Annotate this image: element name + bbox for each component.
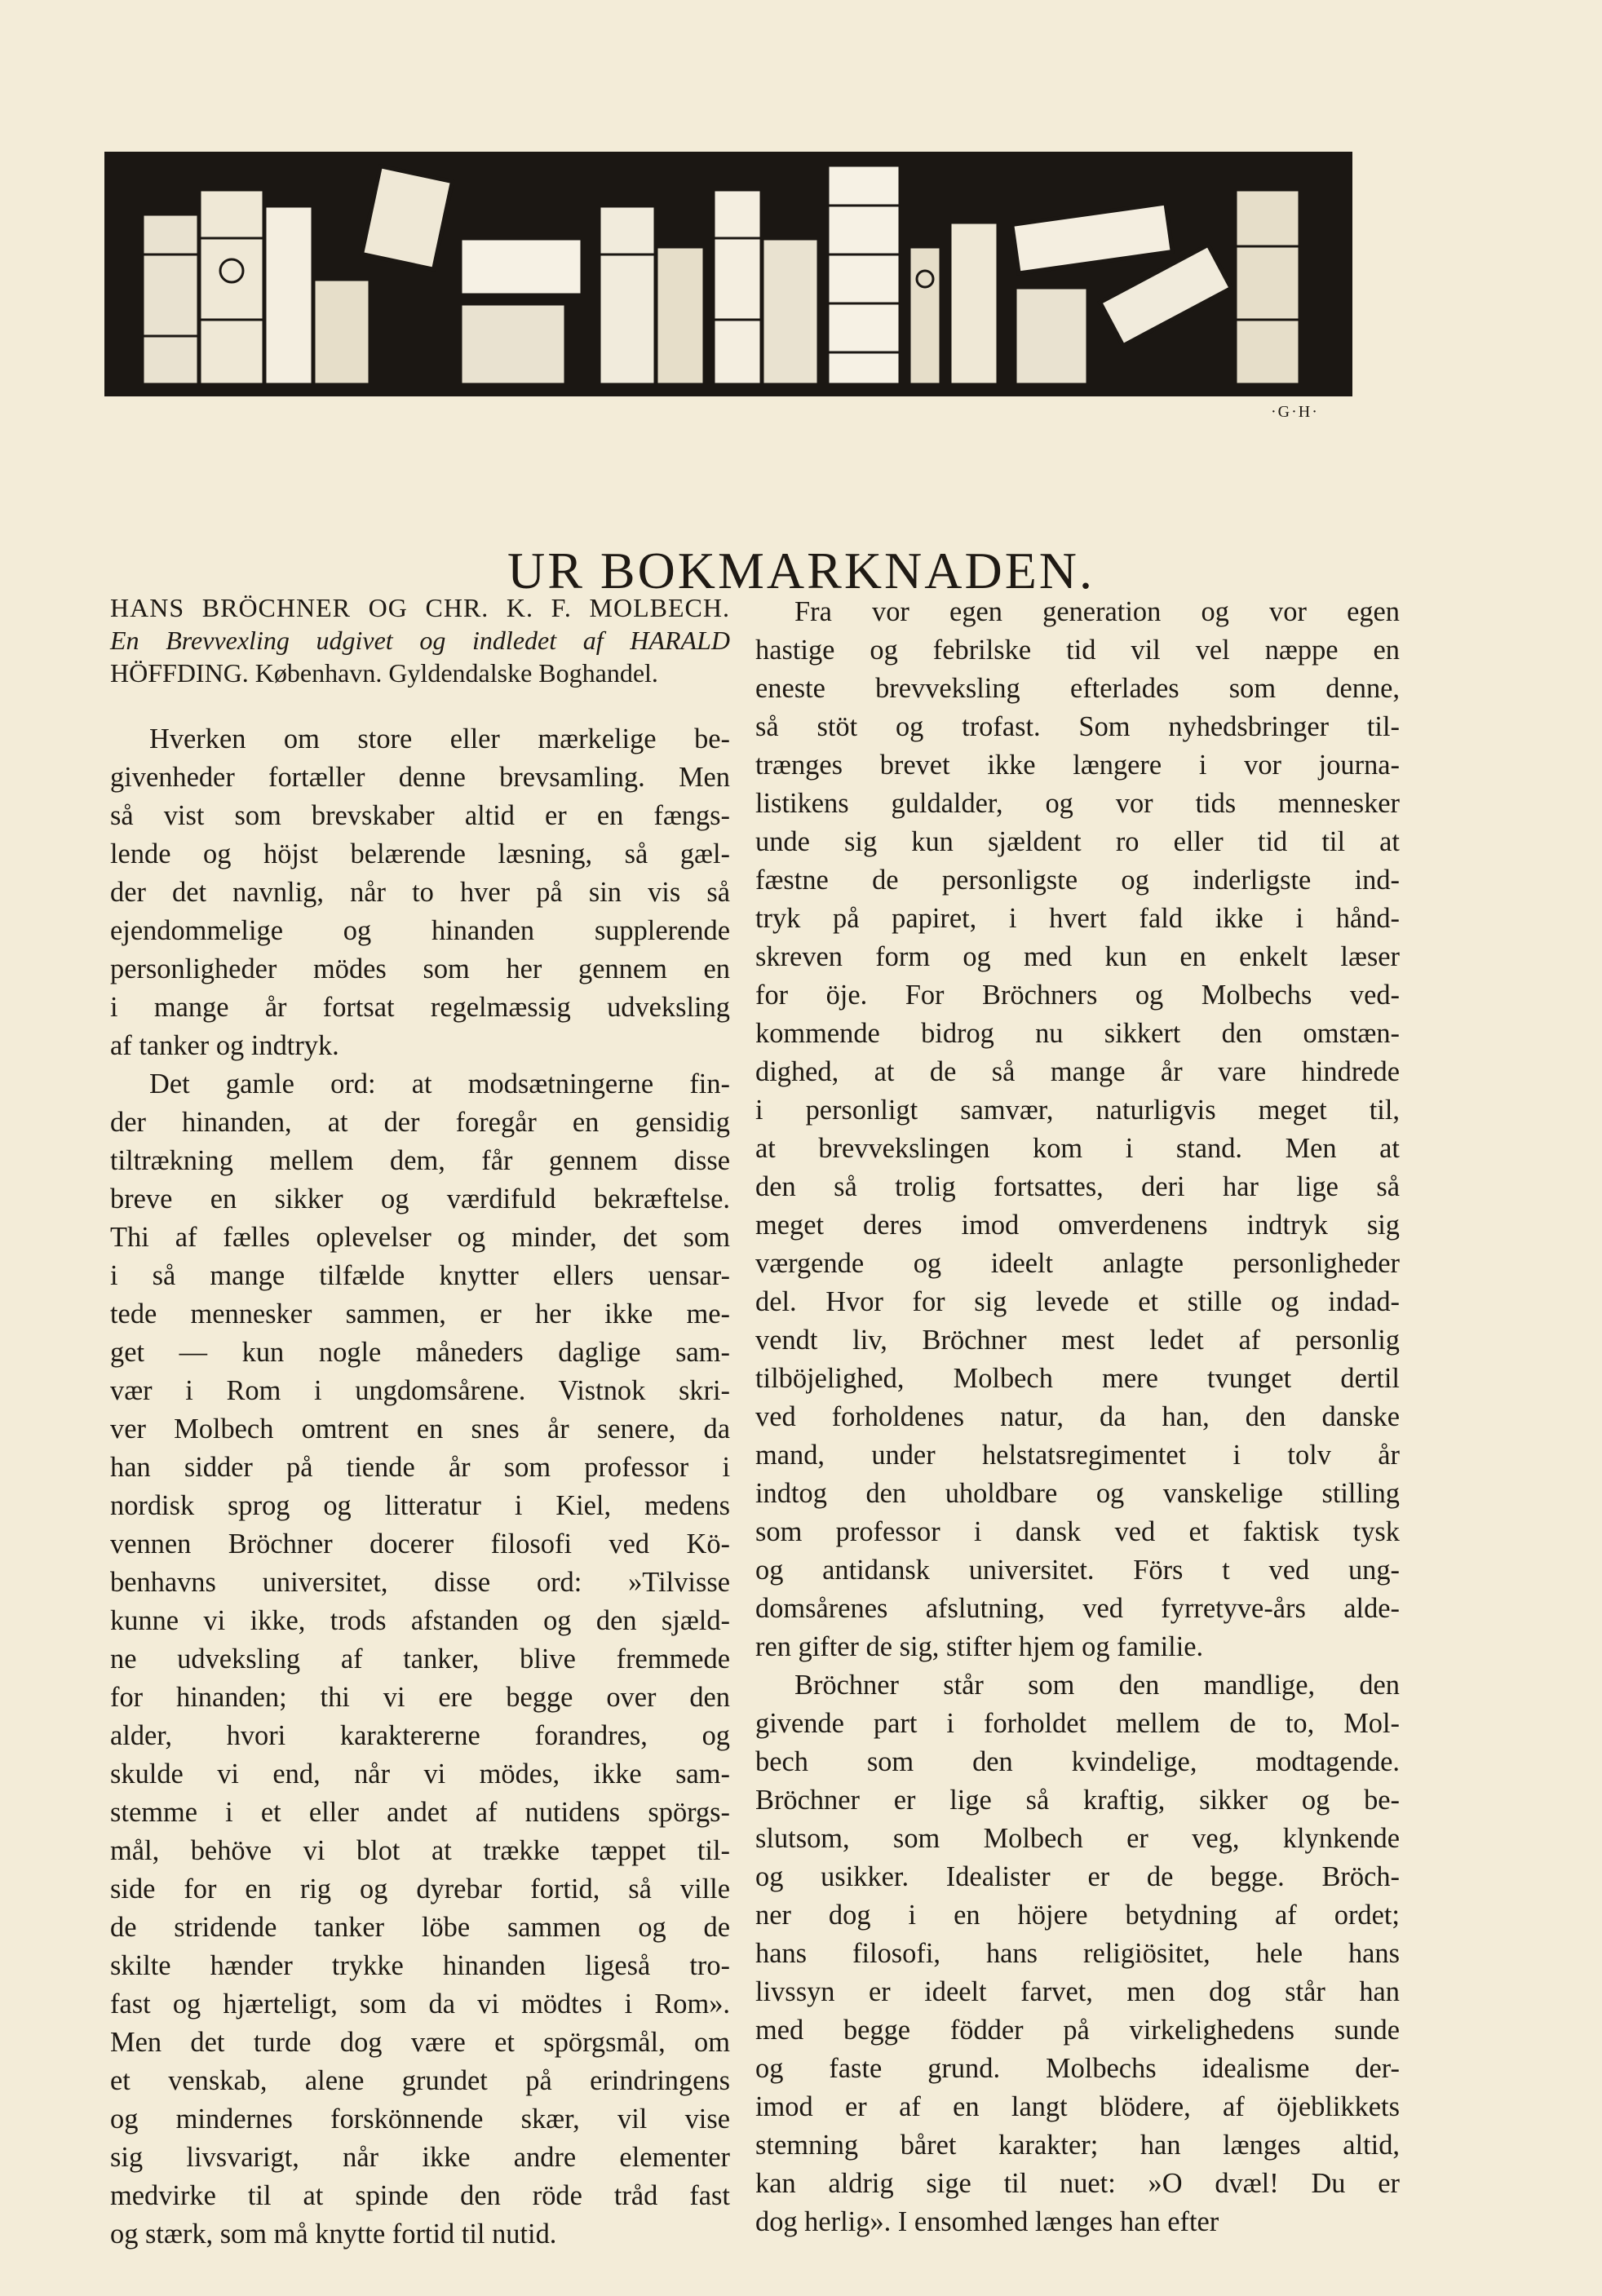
- text-line: der hinanden, at der foregår en gensidig: [110, 1107, 730, 1138]
- text-line: givenheder fortæller denne brevsamling. Men: [110, 762, 730, 793]
- text-line: ner dog i en höjere betydning af ordet;: [755, 1900, 1400, 1931]
- text-line: for öje. For Bröchners og Molbechs ved-: [755, 980, 1400, 1011]
- text-line: vendt liv, Bröchner mest ledet af personlig: [755, 1325, 1400, 1356]
- text-line: skreven form og med kun en enkelt læser: [755, 941, 1400, 972]
- text-line: slutsom, som Molbech er veg, klynkende: [755, 1823, 1400, 1854]
- text-line: og faste grund. Molbechs idealisme der-: [755, 2053, 1400, 2084]
- text-line: kommende bidrog nu sikkert den omstæn-: [755, 1018, 1400, 1049]
- text-line: af tanker og indtryk.: [110, 1030, 339, 1061]
- text-line: hans filosofi, hans religiösitet, hele hans: [755, 1938, 1400, 1969]
- text-line: ren gifter de sig, stifter hjem og familie.: [755, 1631, 1204, 1662]
- text-line: et venskab, alene grundet på erindringens: [110, 2065, 730, 2096]
- text-line: ved forholdenes natur, da han, den danske: [755, 1401, 1400, 1432]
- text-line: Bröchner står som den mandlige, den: [794, 1670, 1400, 1701]
- text-line: fast og hjærteligt, som da vi mödtes i Rom».: [110, 1989, 730, 2020]
- text-line: med begge födder på virkelighedens sunde: [755, 2015, 1400, 2046]
- bookshelf-illustration: [109, 157, 1348, 392]
- text-line: i så mange tilfælde knytter ellers uensar-: [110, 1260, 730, 1291]
- text-line: Det gamle ord: at modsætningerne fin-: [149, 1068, 730, 1099]
- text-line: get — kun nogle måneders daglige sam-: [110, 1337, 730, 1368]
- article-title: UR BOKMARKNADEN.: [507, 541, 1095, 599]
- text-line: stemning båret karakter; han længes altid,: [755, 2130, 1400, 2161]
- text-line: lende og höjst belærende læsning, så gæl-: [110, 838, 730, 869]
- text-line: skilte hænder trykke hinanden ligeså tro-: [110, 1950, 730, 1981]
- left-column-text: [110, 720, 730, 2254]
- text-line: ne udveksling af tanker, blive fremmede: [110, 1643, 730, 1674]
- text-line: meget deres imod omverdenens indtryk sig: [755, 1210, 1400, 1241]
- text-line: eneste brevveksling efterlades som denne,: [755, 673, 1400, 704]
- text-line: givende part i forholdet mellem de to, Mol-: [755, 1708, 1400, 1739]
- text-line: del. Hvor for sig levede et stille og indad-: [755, 1286, 1400, 1317]
- text-line: som professor i dansk ved et faktisk tysk: [755, 1516, 1400, 1547]
- text-line: så vist som brevskaber altid er en fængs-: [110, 800, 730, 831]
- text-line: og usikker. Idealister er de begge. Bröch-: [755, 1861, 1400, 1892]
- text-line: at brevvekslingen kom i stand. Men at: [755, 1133, 1400, 1164]
- text-line: unde sig kun sjældent ro eller tid til at: [755, 826, 1400, 857]
- text-line: den så trolig fortsattes, deri har lige så: [755, 1171, 1400, 1202]
- text-line: hastige og febrilske tid vil vel næppe en: [755, 635, 1400, 666]
- text-line: mand, under helstatsregimentet i tolv år: [755, 1440, 1400, 1471]
- text-line: for hinanden; thi vi ere begge over den: [110, 1682, 730, 1713]
- text-line: Fra vor egen generation og vor egen: [794, 596, 1400, 627]
- text-line: og stærk, som må knytte fortid til nutid.: [110, 2219, 557, 2250]
- text-line: livssyn er ideelt farvet, men dog står han: [755, 1976, 1400, 2007]
- text-line: breve en sikker og værdifuld bekræftelse.: [110, 1183, 730, 1214]
- text-line: fæstne de personligste og inderligste ind-: [755, 865, 1400, 896]
- citation-authors: HANS BRÖCHNER OG CHR. K. F. MOLBECH.: [110, 593, 730, 622]
- text-line: dog herlig». I ensomhed længes han efter: [755, 2206, 1219, 2237]
- right-column-text: [755, 593, 1400, 2241]
- text-line: mål, behöve vi blot at trække tæppet til-: [110, 1835, 730, 1866]
- text-line: kan aldrig sige til nuet: »O dvæl! Du er: [755, 2168, 1400, 2199]
- text-line: og mindernes forskönnende skær, vil vise: [110, 2104, 730, 2135]
- text-line: medvirke til at spinde den röde tråd fast: [110, 2180, 730, 2211]
- text-line: han sidder på tiende år som professor i: [110, 1452, 730, 1483]
- text-line: skulde vi end, når vi mödes, ikke sam-: [110, 1758, 730, 1789]
- text-line: benhavns universitet, disse ord: »Tilvisse: [110, 1567, 730, 1598]
- text-line: Thi af fælles oplevelser og minder, det som: [110, 1222, 730, 1253]
- text-line: tede mennesker sammen, er her ikke me-: [110, 1298, 730, 1329]
- text-line: vennen Bröchner docerer filosofi ved Kö-: [110, 1528, 730, 1559]
- text-line: nordisk sprog og litteratur i Kiel, medens: [110, 1490, 730, 1521]
- text-line: og antidansk universitet. Förs t ved ung-: [755, 1555, 1400, 1586]
- text-line: side for en rig og dyrebar fortid, så ville: [110, 1874, 730, 1904]
- text-line: så stöt og trofast. Som nyhedsbringer til-: [755, 711, 1400, 742]
- text-line: Men det turde dog være et spörgsmål, om: [110, 2027, 730, 2058]
- text-line: der det navnlig, når to hver på sin vis så: [110, 877, 730, 908]
- citation-publisher: HÖFFDING. København. Gyldendalske Boghandel.: [110, 658, 658, 688]
- text-line: værgende og ideelt anlagte personligheder: [755, 1248, 1400, 1279]
- text-line: ejendommelige og hinanden supplerende: [110, 915, 730, 946]
- text-line: dighed, at de så mange år vare hindrede: [755, 1056, 1400, 1087]
- text-line: i mange år fortsat regelmæssig udveksling: [110, 992, 730, 1023]
- text-line: trænges brevet ikke længere i vor journa-: [755, 750, 1400, 781]
- right-column: [755, 593, 1400, 2241]
- text-line: sig livsvarigt, når ikke andre elementer: [110, 2142, 730, 2173]
- text-line: de stridende tanker löbe sammen og de: [110, 1912, 730, 1943]
- text-line: Hverken om store eller mærkelige be-: [149, 723, 730, 754]
- text-line: kunne vi ikke, trods afstanden og den sjæld-: [110, 1605, 730, 1636]
- text-line: listikens guldalder, og vor tids mennesker: [755, 788, 1400, 819]
- text-line: Bröchner er lige så kraftig, sikker og be-: [755, 1785, 1400, 1816]
- text-line: alder, hvori karaktererne forandres, og: [110, 1720, 730, 1751]
- text-line: i personligt samvær, naturligvis meget til,: [755, 1095, 1400, 1126]
- citation: [110, 591, 730, 689]
- bookshelf-vignette: [104, 152, 1352, 396]
- left-column: [110, 591, 730, 2254]
- text-line: indtog den uholdbare og vanskelige stilling: [755, 1478, 1400, 1509]
- text-line: personligheder mödes som her gennem en: [110, 953, 730, 984]
- text-line: bech som den kvindelige, modtagende.: [755, 1746, 1400, 1777]
- text-line: tiltrækning mellem dem, får gennem disse: [110, 1145, 730, 1176]
- text-line: tryk på papiret, i hvert fald ikke i hånd-: [755, 903, 1400, 934]
- text-line: vær i Rom i ungdomsårene. Vistnok skri-: [110, 1375, 730, 1406]
- text-line: tilböjelighed, Molbech mere tvunget dertil: [755, 1363, 1400, 1394]
- text-line: ver Molbech omtrent en snes år senere, da: [110, 1413, 730, 1444]
- text-line: domsårenes afslutning, ved fyrretyve-års alde-: [755, 1593, 1400, 1624]
- citation-subtitle: En Brevvexling udgivet og indledet af HARALD: [110, 626, 730, 655]
- vignette-initials: ·G·H·: [1271, 403, 1319, 421]
- text-line: imod er af en langt blödere, af öjeblikkets: [755, 2091, 1400, 2122]
- text-line: stemme i et eller andet af nutidens spörgs-: [110, 1797, 730, 1828]
